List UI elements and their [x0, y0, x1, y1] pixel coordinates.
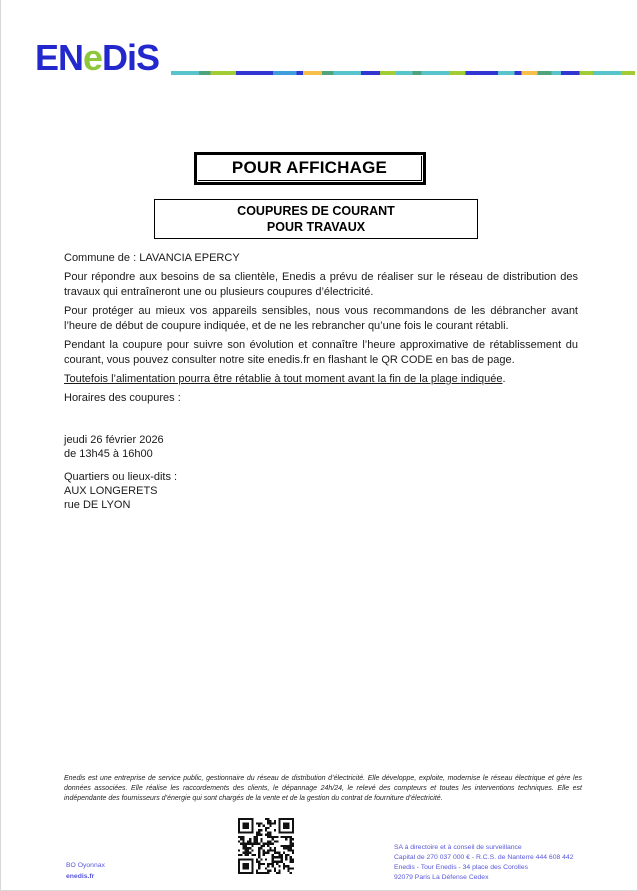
logo-text-blue-left: EN — [35, 37, 84, 78]
paragraph-travaux: Pour répondre aux besoins de sa clientèle, Enedis a prévu de réaliser sur le réseau de distribution des travaux qui entraîneront une ou plusieurs coupures d’électricité. — [64, 271, 578, 298]
qr-code — [238, 818, 294, 874]
coupures-title-line2: POUR TRAVAUX — [266, 219, 366, 234]
company-line-1: SA à directoire et à conseil de surveillance — [394, 844, 522, 851]
logo-text-blue-right: DiS — [102, 37, 160, 78]
legal-smallprint: Enedis est une entreprise de service public, gestionnaire du réseau de distribution d’électricité. Elle développe, exploite, modernise le réseau électrique et gère les données associées. Elle réalise les raccordements des clients, le dépannage 24h/24, le relevé des compteurs et toutes les interventions techniques. Elle est indépendante des fournisseurs d’énergie qui sont chargés de la vente et de la gestion du contrat de fourniture d’électricité. — [64, 775, 582, 802]
company-line-3: Enedis - Tour Enedis - 34 place des Corolles — [394, 864, 528, 871]
paragraph-toutefois — [64, 372, 578, 387]
notice-body — [64, 251, 578, 512]
coupures-title-line1: COUPURES DE COURANT — [237, 203, 395, 218]
company-legal-block — [394, 843, 573, 883]
schedule-block — [64, 433, 578, 461]
outage-time: de 13h45 à 16h00 — [64, 448, 153, 460]
paragraph-appareils: Pour protéger au mieux vos appareils sensibles, nous vous recommandons de les débrancher avant l’heure de début de coupure indiquée, et de ne les rebrancher qu’une fois le courant rétabli. — [64, 305, 578, 332]
outage-date: jeudi 26 février 2026 — [64, 434, 164, 446]
coupures-title-box — [154, 199, 478, 239]
office-name: BO Oyonnax — [66, 862, 105, 869]
brand-color-rule — [171, 71, 635, 75]
logo-green-e: e — [83, 37, 103, 78]
company-line-4: 92079 Paris La Défense Cedex — [394, 874, 489, 881]
enedis-logo — [35, 37, 160, 78]
quartiers-label: Quartiers ou lieux-dits : — [64, 471, 178, 483]
pour-affichage-title: POUR AFFICHAGE — [231, 158, 388, 177]
website-label: enedis.fr — [66, 872, 95, 880]
places-block — [64, 470, 578, 512]
quartier-item-1: AUX LONGERETS — [64, 485, 158, 497]
company-line-2: Capital de 270 037 000 € - R.C.S. de Nanterre 444 608 442 — [394, 854, 574, 861]
toutefois-underlined: Toutefois l’alimentation pourra être rétablie à tout moment avant la fin de la plage indiquée — [64, 373, 503, 385]
pour-affichage-box — [194, 152, 426, 185]
pour-affichage-inner-frame — [198, 156, 422, 181]
toutefois-period: . — [502, 373, 506, 385]
commune-line: Commune de : LAVANCIA EPERCY — [64, 252, 240, 264]
quartier-item-2: rue DE LYON — [64, 499, 131, 511]
horaires-label: Horaires des coupures : — [64, 392, 181, 404]
paragraph-qrcode: Pendant la coupure pour suivre son évolution et connaître l’heure approximative de rétablissement du courant, vous pouvez consulter notre site enedis.fr en flashant le QR CODE en bas de page. — [64, 339, 578, 366]
office-block — [66, 861, 105, 882]
